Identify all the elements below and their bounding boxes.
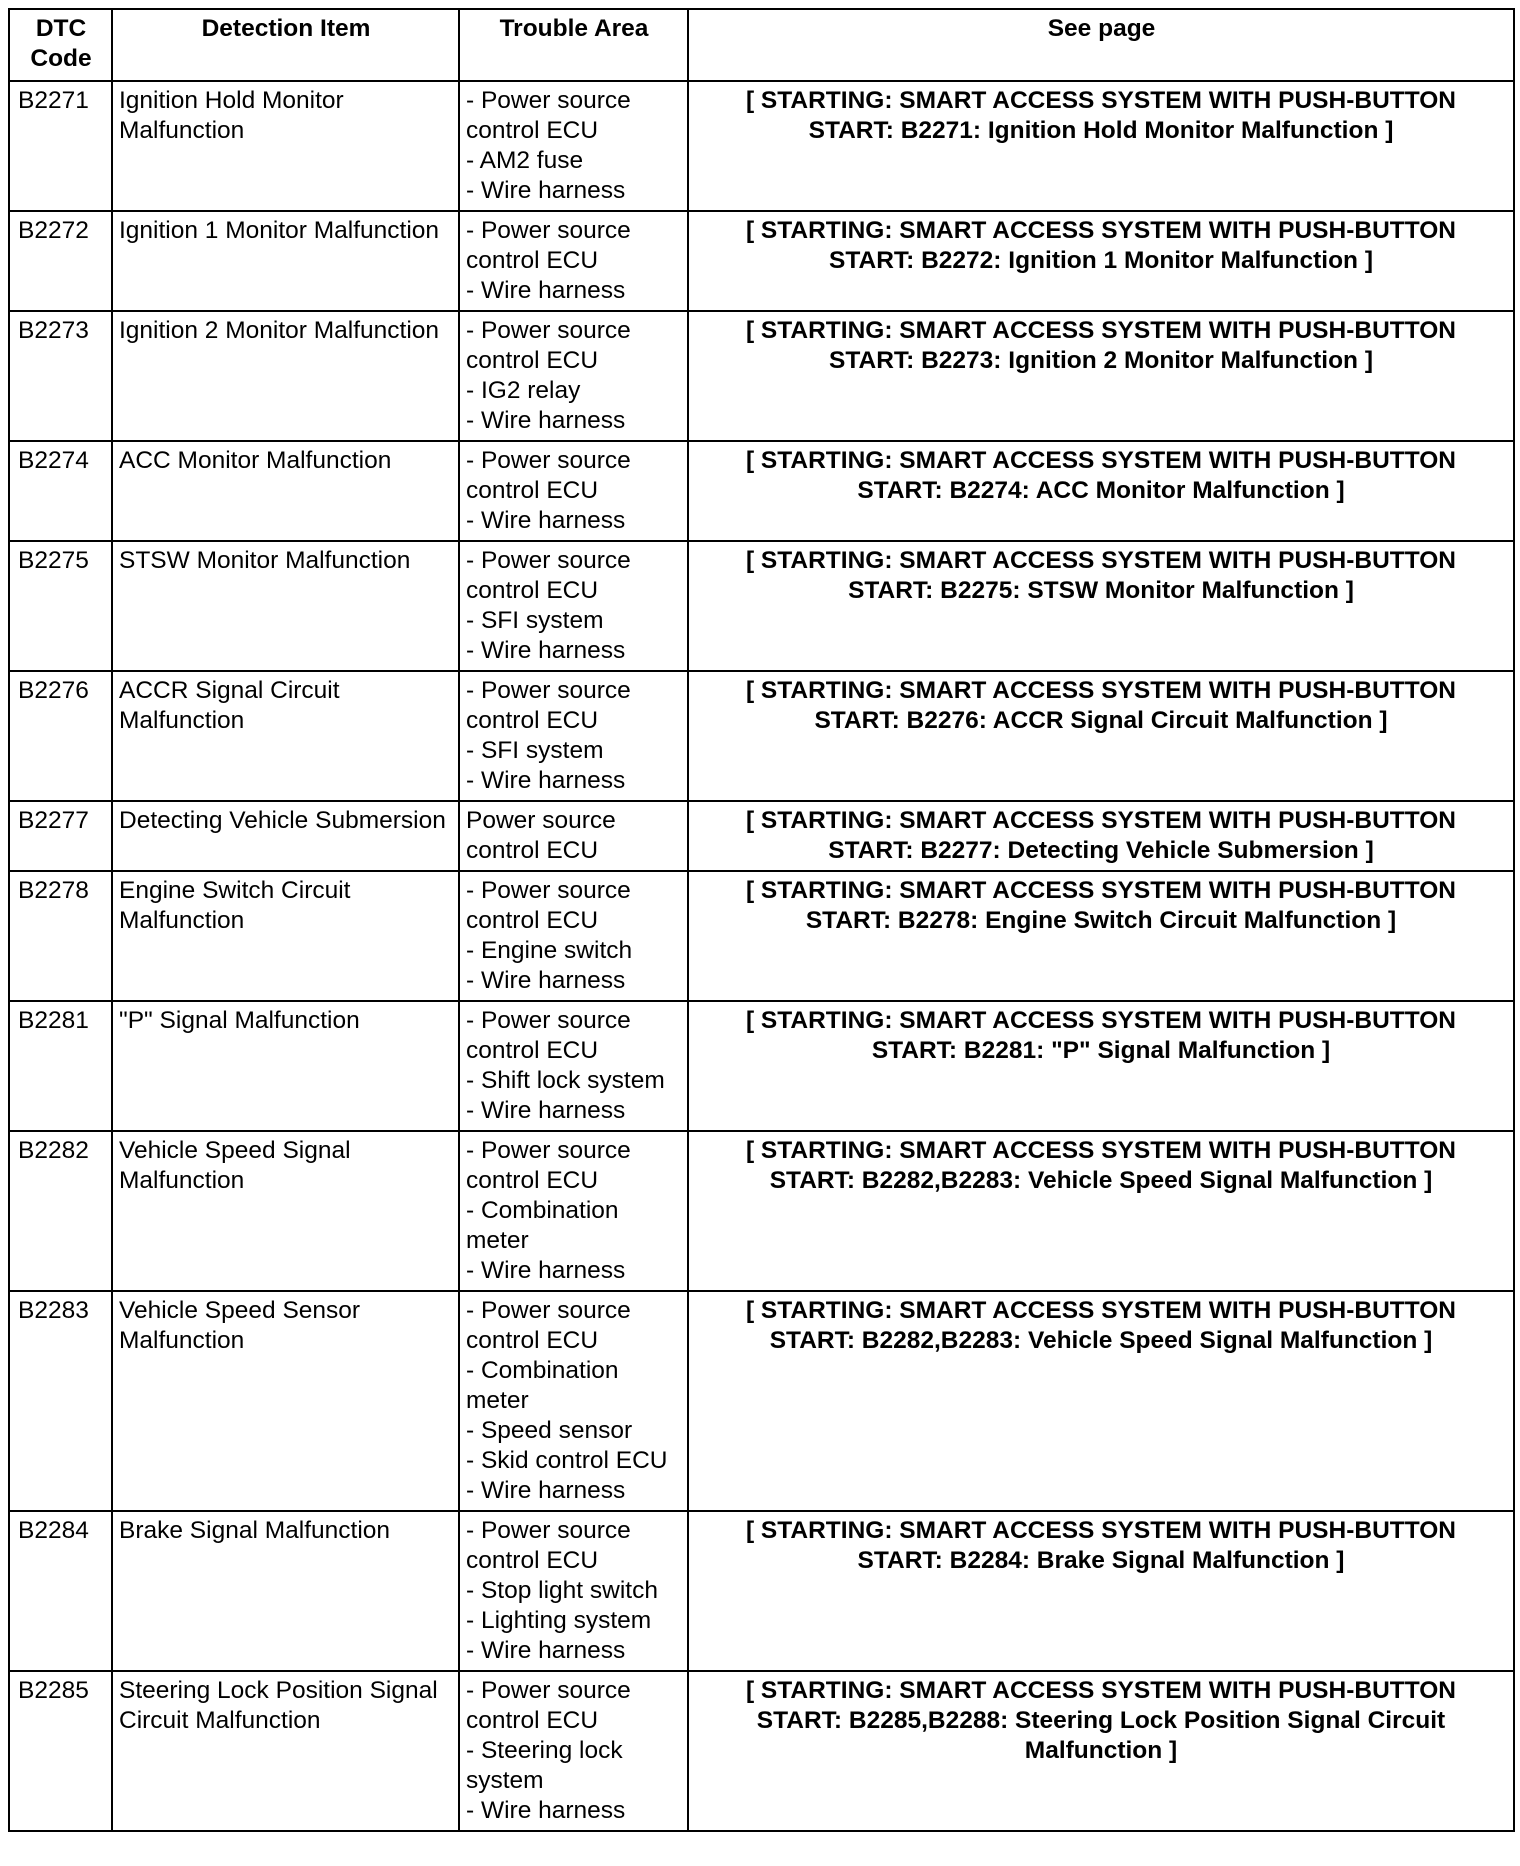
dtc-table-body [9,81,1514,1831]
table-row [9,211,1514,311]
trouble-area-item: - Engine switch [466,937,633,964]
header-see-page: See page [688,9,1514,81]
trouble-area-cell [459,81,688,211]
trouble-area-item: - Power source control ECU [466,317,631,374]
trouble-area-item: - Power source control ECU [466,877,631,934]
dtc-code-cell: B2275 [9,541,112,671]
detection-item-cell: Vehicle Speed Sensor Malfunction [112,1291,459,1511]
trouble-area-item: - Wire harness [466,177,626,204]
trouble-area-cell [459,1671,688,1831]
detection-item-cell: Ignition 1 Monitor Malfunction [112,211,459,311]
trouble-area-item: - Wire harness [466,507,626,534]
trouble-area-item: - Shift lock system [466,1067,665,1094]
table-row [9,441,1514,541]
table-row [9,1001,1514,1131]
trouble-area-item: - Combination meter [466,1357,619,1414]
table-row [9,541,1514,671]
detection-item-cell: Steering Lock Position Signal Circuit Malfunction [112,1671,459,1831]
trouble-area-item: - Wire harness [466,637,626,664]
see-page-link[interactable]: [ STARTING: SMART ACCESS SYSTEM WITH PUSH-BUTTON START: B2271: Ignition Hold Monitor Malfunction ] [688,81,1514,211]
trouble-area-item: - Power source control ECU [466,677,631,734]
trouble-area-item: - Power source control ECU [466,1517,631,1574]
trouble-area-item: - Power source control ECU [466,447,631,504]
table-row [9,1291,1514,1511]
trouble-area-cell [459,1291,688,1511]
trouble-area-item: - Wire harness [466,1257,626,1284]
trouble-area-cell [459,1001,688,1131]
trouble-area-item: - SFI system [466,737,604,764]
trouble-area-cell [459,311,688,441]
see-page-link[interactable]: [ STARTING: SMART ACCESS SYSTEM WITH PUSH-BUTTON START: B2281: "P" Signal Malfunction ] [688,1001,1514,1131]
trouble-area-item: - Power source control ECU [466,217,631,274]
dtc-code-cell: B2285 [9,1671,112,1831]
trouble-area-cell [459,1131,688,1291]
table-row [9,311,1514,441]
trouble-area-cell [459,541,688,671]
trouble-area-item: - SFI system [466,607,604,634]
trouble-area-item: Power source control ECU [466,807,616,864]
trouble-area-item: - Power source control ECU [466,1137,631,1194]
trouble-area-item: - Skid control ECU [466,1447,668,1474]
table-row [9,671,1514,801]
dtc-code-cell: B2273 [9,311,112,441]
see-page-link[interactable]: [ STARTING: SMART ACCESS SYSTEM WITH PUSH-BUTTON START: B2282,B2283: Vehicle Speed Signal Malfunction ] [688,1291,1514,1511]
trouble-area-cell [459,671,688,801]
trouble-area-item: - Speed sensor [466,1417,633,1444]
table-row [9,801,1514,871]
trouble-area-item: - Wire harness [466,767,626,794]
trouble-area-item: - Wire harness [466,967,626,994]
dtc-code-cell: B2276 [9,671,112,801]
see-page-link[interactable]: [ STARTING: SMART ACCESS SYSTEM WITH PUSH-BUTTON START: B2277: Detecting Vehicle Submersion ] [688,801,1514,871]
detection-item-cell: Ignition 2 Monitor Malfunction [112,311,459,441]
detection-item-cell: Ignition Hold Monitor Malfunction [112,81,459,211]
detection-item-cell: STSW Monitor Malfunction [112,541,459,671]
trouble-area-cell [459,441,688,541]
dtc-code-cell: B2271 [9,81,112,211]
table-header-row [9,9,1514,81]
trouble-area-cell [459,1511,688,1671]
trouble-area-item: - Combination meter [466,1197,619,1254]
trouble-area-item: - IG2 relay [466,377,581,404]
dtc-code-cell: B2274 [9,441,112,541]
dtc-code-cell: B2283 [9,1291,112,1511]
see-page-link[interactable]: [ STARTING: SMART ACCESS SYSTEM WITH PUSH-BUTTON START: B2276: ACCR Signal Circuit Malfunction ] [688,671,1514,801]
see-page-link[interactable]: [ STARTING: SMART ACCESS SYSTEM WITH PUSH-BUTTON START: B2284: Brake Signal Malfunction ] [688,1511,1514,1671]
table-row [9,871,1514,1001]
dtc-table [8,8,1515,1832]
trouble-area-cell [459,871,688,1001]
see-page-link[interactable]: [ STARTING: SMART ACCESS SYSTEM WITH PUSH-BUTTON START: B2272: Ignition 1 Monitor Malfunction ] [688,211,1514,311]
dtc-code-cell: B2284 [9,1511,112,1671]
table-row [9,81,1514,211]
trouble-area-cell [459,211,688,311]
trouble-area-item: - Stop light switch [466,1577,658,1604]
trouble-area-item: - Wire harness [466,277,626,304]
trouble-area-cell [459,801,688,871]
detection-item-cell: Detecting Vehicle Submersion [112,801,459,871]
trouble-area-item: - Power source control ECU [466,547,631,604]
trouble-area-item: - Power source control ECU [466,1677,631,1734]
dtc-code-cell: B2282 [9,1131,112,1291]
trouble-area-item: - Wire harness [466,407,626,434]
trouble-area-item: - Wire harness [466,1797,626,1824]
dtc-code-cell: B2277 [9,801,112,871]
detection-item-cell: ACC Monitor Malfunction [112,441,459,541]
see-page-link[interactable]: [ STARTING: SMART ACCESS SYSTEM WITH PUSH-BUTTON START: B2275: STSW Monitor Malfunction ] [688,541,1514,671]
header-detection-item: Detection Item [112,9,459,81]
detection-item-cell: ACCR Signal Circuit Malfunction [112,671,459,801]
detection-item-cell: Engine Switch Circuit Malfunction [112,871,459,1001]
trouble-area-item: - Lighting system [466,1607,652,1634]
trouble-area-item: - Power source control ECU [466,87,631,144]
detection-item-cell: "P" Signal Malfunction [112,1001,459,1131]
dtc-code-cell: B2278 [9,871,112,1001]
trouble-area-item: - Wire harness [466,1097,626,1124]
see-page-link[interactable]: [ STARTING: SMART ACCESS SYSTEM WITH PUSH-BUTTON START: B2278: Engine Switch Circuit Malfunction ] [688,871,1514,1001]
trouble-area-item: - AM2 fuse [466,147,584,174]
trouble-area-item: - Wire harness [466,1637,626,1664]
see-page-link[interactable]: [ STARTING: SMART ACCESS SYSTEM WITH PUSH-BUTTON START: B2273: Ignition 2 Monitor Malfunction ] [688,311,1514,441]
table-row [9,1671,1514,1831]
trouble-area-item: - Steering lock system [466,1737,623,1794]
header-dtc-code-line1: DTC [35,15,87,42]
dtc-code-cell: B2281 [9,1001,112,1131]
dtc-code-cell: B2272 [9,211,112,311]
header-dtc-code-line2: Code [30,45,92,72]
see-page-link[interactable]: [ STARTING: SMART ACCESS SYSTEM WITH PUSH-BUTTON START: B2282,B2283: Vehicle Speed Signal Malfunction ] [688,1131,1514,1291]
trouble-area-item: - Wire harness [466,1477,626,1504]
see-page-link[interactable]: [ STARTING: SMART ACCESS SYSTEM WITH PUSH-BUTTON START: B2285,B2288: Steering Lock Position Signal Circuit Malfunction ] [688,1671,1514,1831]
table-row [9,1511,1514,1671]
see-page-link[interactable]: [ STARTING: SMART ACCESS SYSTEM WITH PUSH-BUTTON START: B2274: ACC Monitor Malfunction ] [688,441,1514,541]
trouble-area-item: - Power source control ECU [466,1007,631,1064]
header-trouble-area: Trouble Area [459,9,688,81]
table-row [9,1131,1514,1291]
detection-item-cell: Vehicle Speed Signal Malfunction [112,1131,459,1291]
detection-item-cell: Brake Signal Malfunction [112,1511,459,1671]
trouble-area-item: - Power source control ECU [466,1297,631,1354]
header-dtc-code [9,9,112,81]
